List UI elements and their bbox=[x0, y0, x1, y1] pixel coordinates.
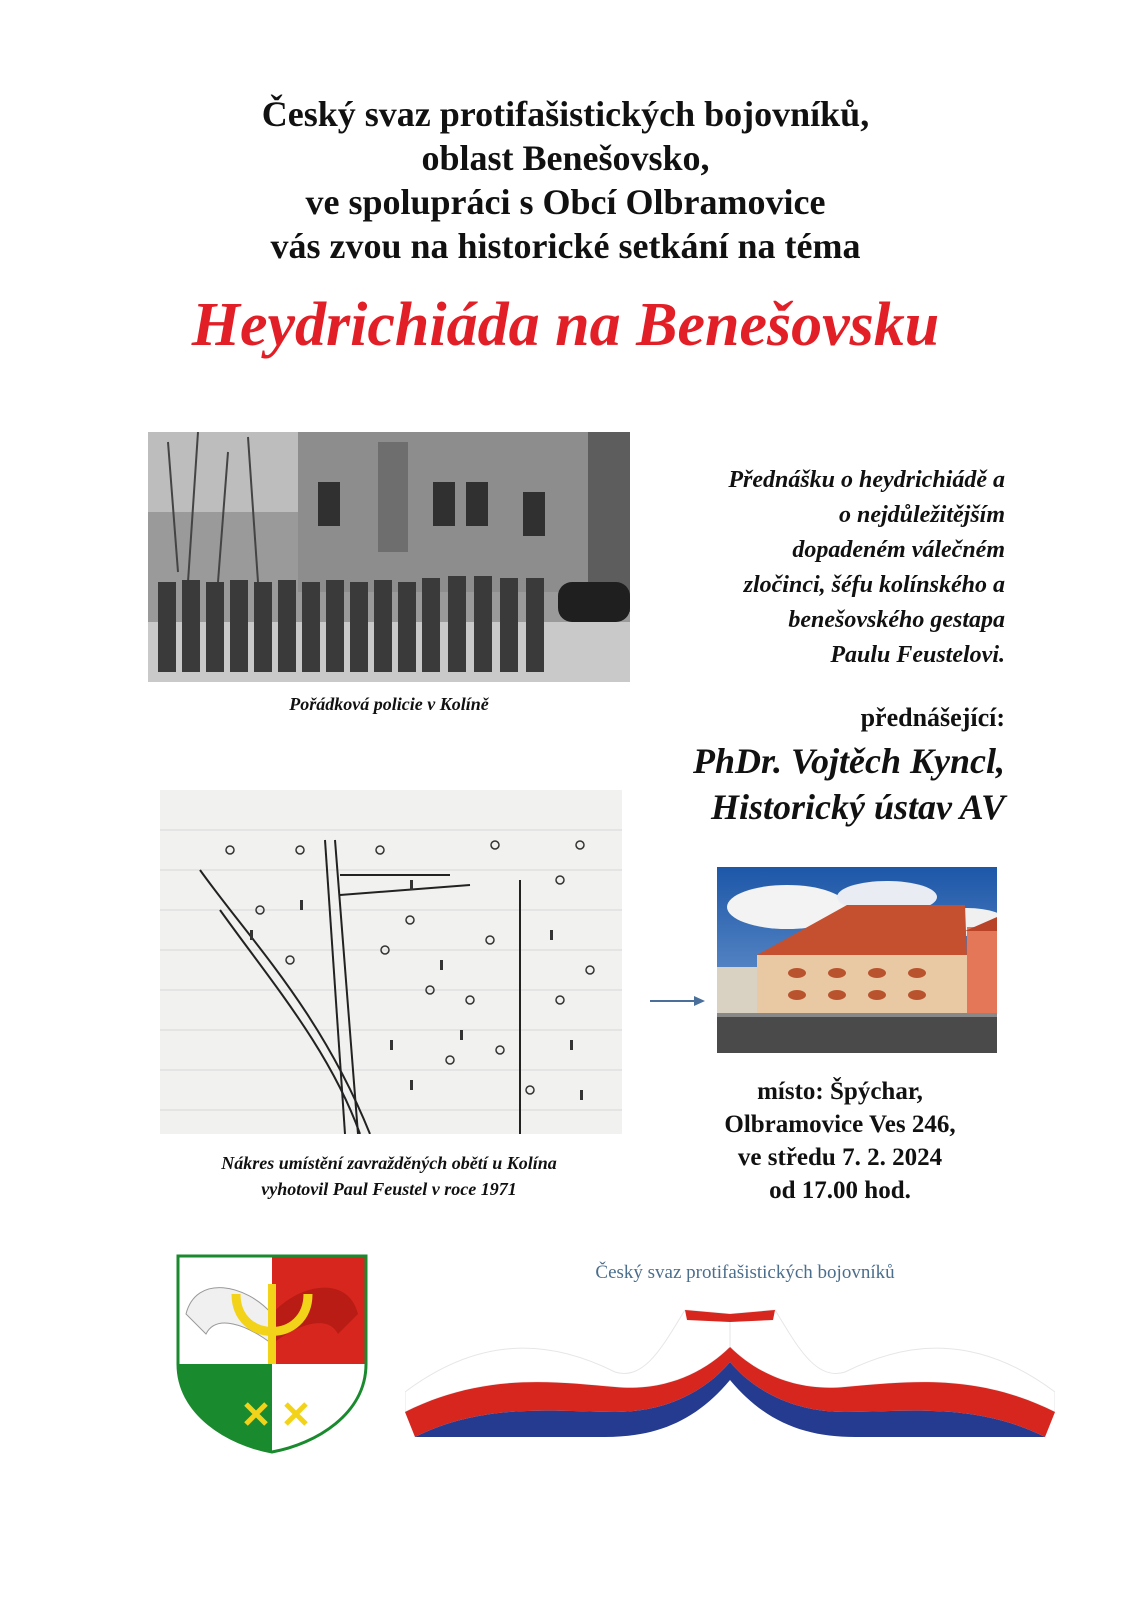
lecture-line: zločinci, šéfu kolínského a bbox=[743, 572, 1005, 598]
org-name: Český svaz protifašistických bojovníků bbox=[595, 1262, 895, 1283]
sketch-caption-line: vyhotovil Paul Feustel v roce 1971 bbox=[261, 1179, 517, 1199]
police-photo bbox=[148, 432, 630, 682]
header-line-partner: ve spolupráci s Obcí Olbramovice bbox=[305, 182, 826, 222]
lecture-line: dopadeném válečném bbox=[792, 537, 1005, 563]
header-line-region: oblast Benešovsko, bbox=[421, 138, 710, 178]
lecturer bbox=[693, 738, 1005, 830]
lecturer-label: přednášející: bbox=[860, 703, 1005, 732]
sketch-caption bbox=[148, 1150, 630, 1202]
lecture-line: Paulu Feustelovi. bbox=[830, 642, 1005, 668]
lecturer-name: PhDr. Vojtěch Kyncl, bbox=[692, 741, 1005, 781]
arrow-right-icon bbox=[650, 994, 706, 1006]
header-line-organizer: Český svaz protifašistických bojovníků, bbox=[261, 94, 870, 134]
header-line-invite: vás zvou na historické setkání na téma bbox=[270, 226, 861, 266]
lecture-line: o nejdůležitějším bbox=[838, 502, 1005, 528]
event-time: od 17.00 hod. bbox=[769, 1177, 911, 1204]
event-place: místo: Špýchar, bbox=[757, 1078, 923, 1105]
sketch-caption-line: Nákres umístění zavražděných obětí u Kolína bbox=[221, 1153, 557, 1173]
lecturer-institute: Historický ústav AV bbox=[710, 787, 1005, 827]
granary-photo bbox=[717, 867, 997, 1053]
event-date: ve středu 7. 2. 2024 bbox=[737, 1144, 943, 1171]
lecture-line: benešovského gestapa bbox=[788, 607, 1005, 633]
csbp-logo bbox=[405, 1262, 1055, 1442]
event-details bbox=[690, 1075, 990, 1207]
olbramovice-coat-of-arms-icon bbox=[176, 1254, 368, 1454]
invitation-header bbox=[0, 92, 1131, 268]
lecture-description bbox=[585, 463, 1005, 673]
lecture-line: Přednášku o heydrichiádě a bbox=[728, 467, 1005, 493]
event-title: Heydrichiáda na Benešovsku bbox=[191, 291, 940, 359]
event-address: Olbramovice Ves 246, bbox=[724, 1111, 956, 1138]
police-photo-caption: Pořádková policie v Kolíně bbox=[289, 694, 489, 714]
sketch-image bbox=[160, 790, 622, 1134]
